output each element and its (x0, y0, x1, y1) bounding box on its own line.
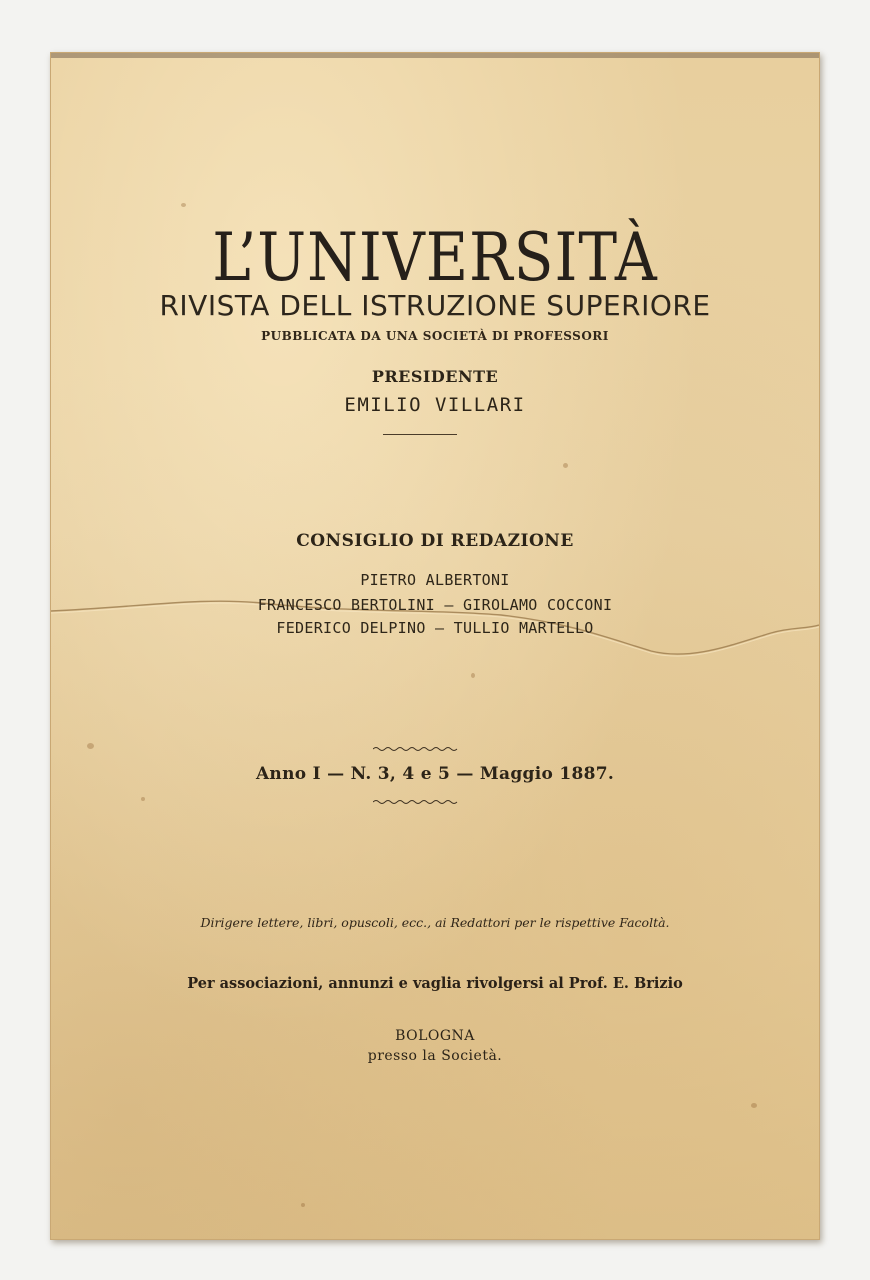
president-label: PRESIDENTE (371, 367, 499, 386)
president-name: EMILIO VILLARI (344, 394, 526, 416)
city-name: BOLOGNA (395, 1028, 475, 1044)
ornament-wavy-top (373, 745, 459, 753)
stain (751, 1103, 757, 1108)
magazine-cover (50, 52, 820, 1240)
ornament-wavy-bottom (373, 798, 459, 806)
board-member: PIETRO ALBERTONI (360, 571, 510, 589)
cover-tagline: PUBBLICATA DA UNA SOCIETÀ DI PROFESSORI (261, 329, 609, 343)
stain (141, 797, 145, 801)
board-label: CONSIGLIO DI REDAZIONE (296, 531, 574, 551)
stain (471, 673, 475, 678)
cover-top-edge (51, 53, 819, 58)
contacts-text: Per associazioni, annunzi e vaglia rivolgersi al Prof. E. Brizio (187, 975, 683, 992)
instructions-text: Dirigere lettere, libri, opuscoli, ecc., ai Redattori per le rispettive Facoltà. (200, 915, 670, 930)
cover-subtitle: RIVISTA DELL ISTRUZIONE SUPERIORE (159, 289, 711, 322)
divider-rule (383, 434, 457, 435)
cover-title: L’UNIVERSITÀ (212, 217, 658, 297)
stain (563, 463, 568, 468)
board-member: FEDERICO DELPINO — TULLIO MARTELLO (276, 619, 594, 637)
publisher-name: presso la Società. (367, 1048, 503, 1064)
issue-line: Anno I — N. 3, 4 e 5 — Maggio 1887. (255, 764, 615, 784)
stain (87, 743, 94, 749)
board-member: FRANCESCO BERTOLINI — GIROLAMO COCCONI (257, 596, 613, 614)
stain (301, 1203, 305, 1207)
stain (181, 203, 186, 207)
